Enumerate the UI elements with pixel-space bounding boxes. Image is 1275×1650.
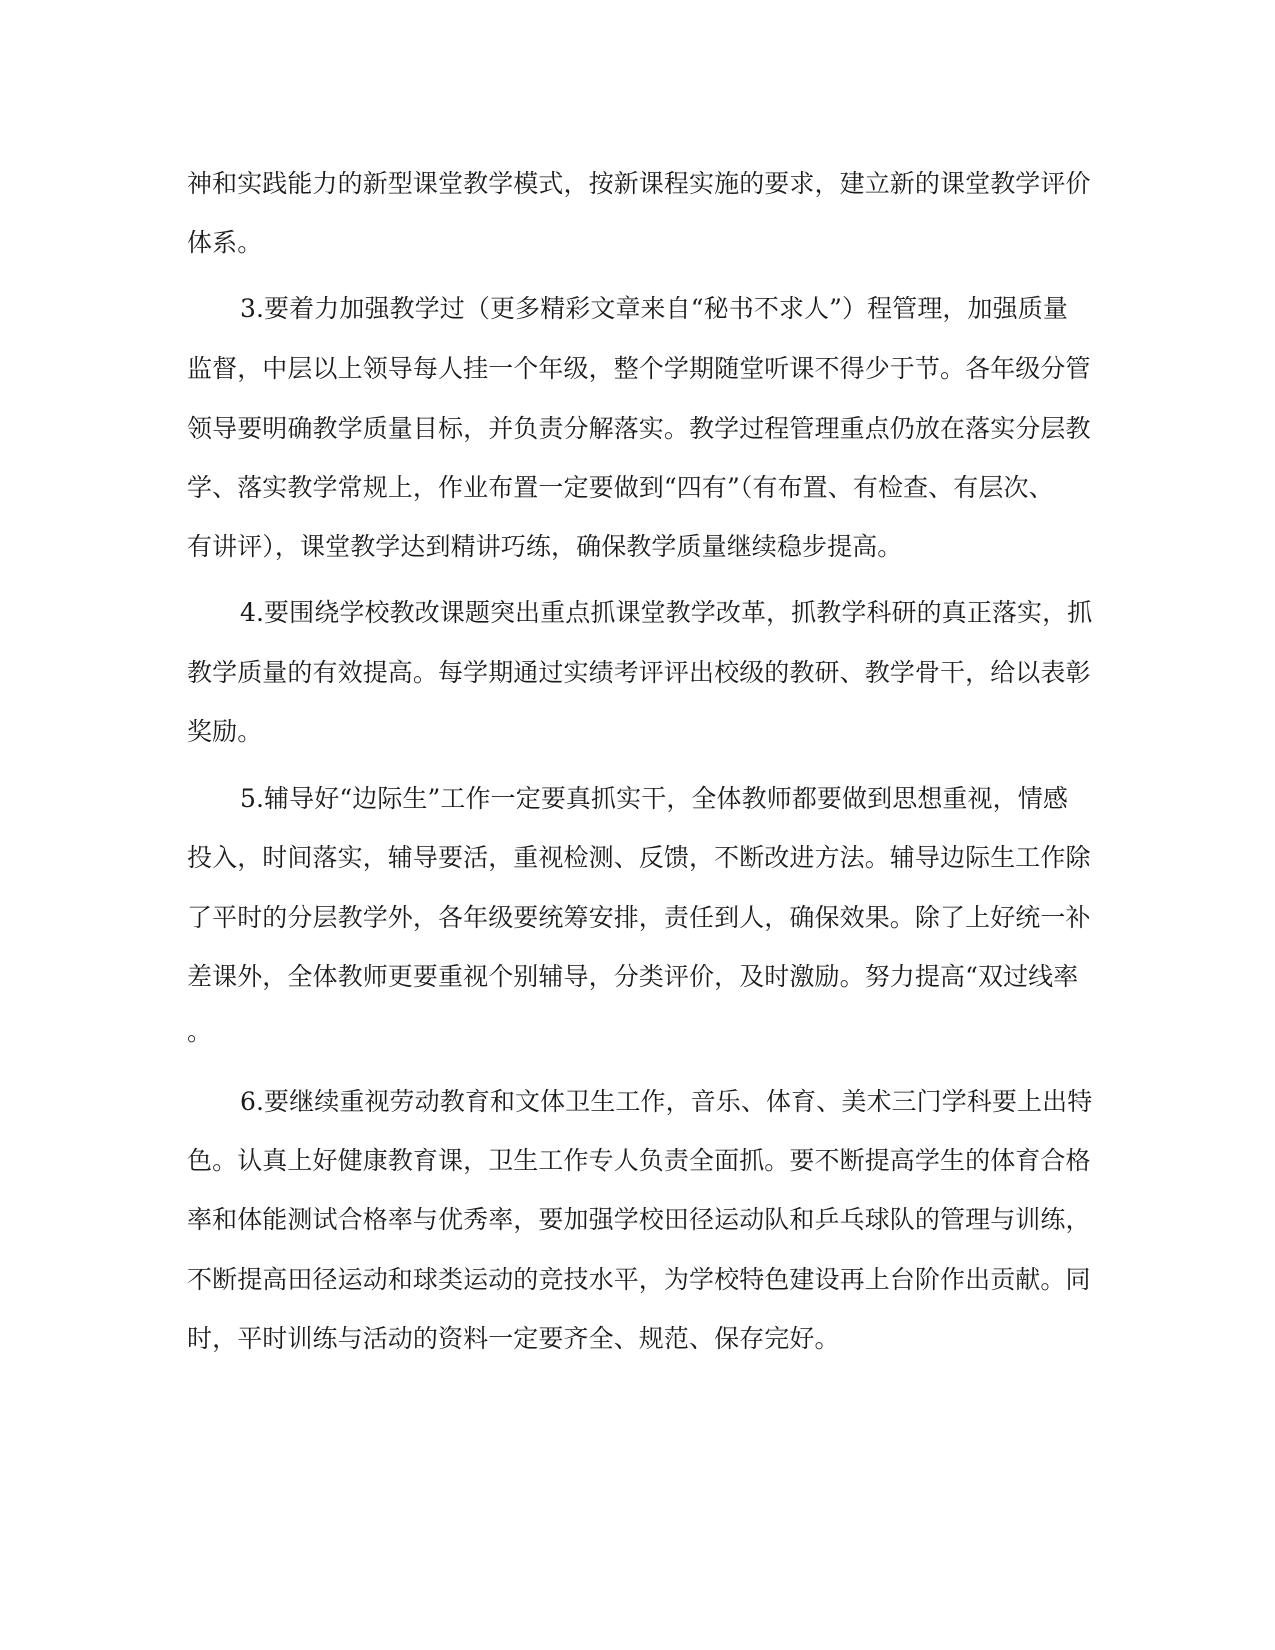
text-line: 不断提高田径运动和球类运动的竞技水平，为学校特色建设再上台阶作出贡献。同: [187, 1265, 1091, 1294]
text-line: 率和体能测试合格率与优秀率，要加强学校田径运动队和乒乓球队的管理与训练，: [187, 1205, 1091, 1234]
text-line: 色。认真上好健康教育课，卫生工作专人负责全面抓。要不断提高学生的体育合格: [187, 1146, 1091, 1175]
text-line: 有讲评），课堂教学达到精讲巧练，确保教学质量继续稳步提高。: [187, 532, 903, 561]
text-line: 投入，时间落实，辅导要活，重视检测、反馈，不断改进方法。辅导边际生工作除: [187, 843, 1091, 872]
text-line: 了平时的分层教学外，各年级要统筹安排，责任到人，确保效果。除了上好统一补: [187, 903, 1091, 932]
text-line: 时，平时训练与活动的资料一定要齐全、规范、保存完好。: [187, 1324, 840, 1353]
paragraph-start-line: 6.要继续重视劳动教育和文体卫生工作，音乐、体育、美术三门学科要上出特: [240, 1087, 1093, 1116]
text-line: 监督，中层以上领导每人挂一个年级，整个学期随堂听课不得少于节。各年级分管: [187, 354, 1091, 383]
text-line: 。: [187, 1017, 213, 1046]
text-line: 学、落实教学常规上，作业布置一定要做到“四有”（有布置、有检查、有层次、: [187, 473, 1054, 502]
paragraph-start-line: 3.要着力加强教学过（更多精彩文章来自“秘书不求人”）程管理，加强质量: [240, 294, 1068, 323]
text-line: 教学质量的有效提高。每学期通过实绩考评评出校级的教研、教学骨干，给以表彰: [187, 658, 1091, 687]
text-line: 领导要明确教学质量目标，并负责分解落实。教学过程管理重点仍放在落实分层教: [187, 414, 1091, 443]
text-line: 神和实践能力的新型课堂教学模式，按新课程实施的要求，建立新的课堂教学评价: [187, 169, 1091, 198]
text-line: 奖励。: [187, 717, 263, 746]
paragraph-start-line: 4.要围绕学校教改课题突出重点抓课堂教学改革，抓教学科研的真正落实，抓: [240, 598, 1093, 627]
text-line: 体系。: [187, 228, 263, 257]
text-line: 差课外，全体教师更要重视个别辅导，分类评价，及时激励。努力提高“双过线率: [187, 962, 1079, 991]
paragraph-start-line: 5.辅导好“边际生”工作一定要真抓实干，全体教师都要做到思想重视，情感: [240, 784, 1068, 813]
